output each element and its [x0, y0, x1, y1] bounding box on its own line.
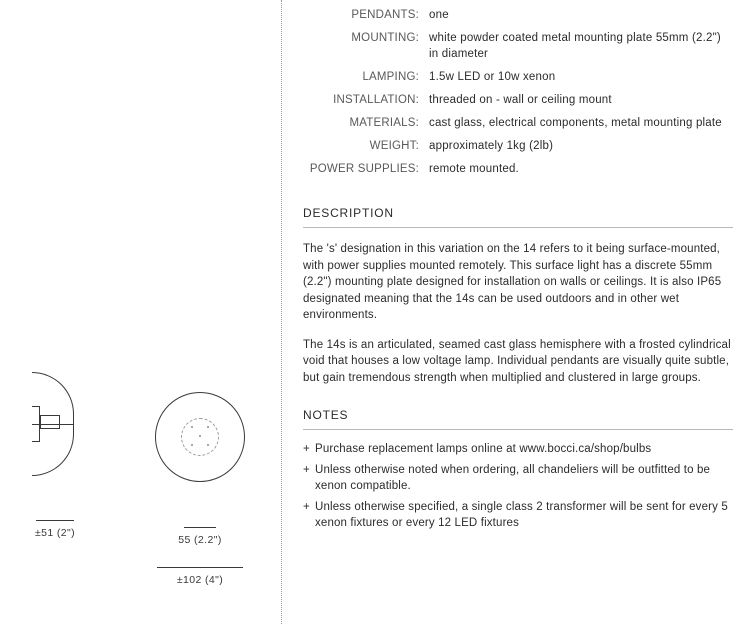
table-row	[303, 30, 733, 69]
plan-view-drawing	[155, 392, 245, 482]
description-paragraph-2: The 14s is an articulated, seamed cast glass hemisphere with a frosted cylindrical void that houses a low voltage lamp. Individual pendants are visually quite subtle, but gain tremendous strength when multiplied and clustered in large groups.	[303, 338, 731, 384]
side-view-dimension-text: ±51 (2")	[34, 527, 76, 539]
spec-value: approximately 1kg (2lb)	[429, 140, 554, 152]
spec-value: remote mounted.	[429, 163, 519, 175]
side-view-dimension-label	[10, 520, 100, 539]
spec-value: one	[429, 9, 449, 21]
spec-label: POWER SUPPLIES:	[309, 163, 419, 175]
plan-inner-dimension-label	[152, 527, 248, 546]
spec-value: 1.5w LED or 10w xenon	[429, 71, 556, 83]
description-underline	[303, 227, 733, 228]
spec-value: threaded on - wall or ceiling mount	[429, 94, 612, 106]
notes-heading: NOTES	[303, 408, 349, 422]
center-dot	[199, 435, 201, 437]
column-divider	[281, 0, 282, 624]
side-elevation-drawing	[32, 372, 80, 476]
table-row	[303, 92, 733, 115]
note-text: Unless otherwise noted when ordering, all chandeliers will be outfitted to be xenon compatible.	[315, 463, 711, 492]
specification-content	[303, 0, 733, 624]
screw-hole-dot	[207, 444, 209, 446]
spec-label: WEIGHT:	[369, 140, 419, 152]
description-heading: DESCRIPTION	[303, 206, 394, 220]
table-row	[303, 69, 733, 92]
spec-label: PENDANTS:	[351, 9, 419, 21]
note-text: Purchase replacement lamps online at www.bocci.ca/shop/bulbs	[315, 443, 652, 455]
spec-value: cast glass, electrical components, metal mounting plate	[429, 117, 722, 129]
dimension-rule	[36, 520, 74, 521]
spec-label: LAMPING:	[362, 71, 419, 83]
dimension-rule	[184, 527, 216, 528]
spec-label: INSTALLATION:	[333, 94, 419, 106]
list-item	[303, 499, 733, 532]
screw-hole-dot	[207, 426, 209, 428]
center-axis-line	[32, 424, 74, 425]
dimension-rule	[157, 567, 243, 568]
plan-outer-dimension-label	[152, 567, 248, 586]
table-row	[303, 7, 733, 30]
table-row	[303, 161, 733, 184]
lamp-void-profile	[40, 415, 60, 429]
list-item	[303, 462, 733, 495]
spec-value: white powder coated metal mounting plate 55mm (2.2") in diameter	[429, 32, 721, 60]
table-row	[303, 115, 733, 138]
technical-drawings-panel	[0, 0, 281, 624]
note-text: Unless otherwise specified, a single class 2 transformer will be sent for every 5 xenon fixtures or every 12 LED fixtures	[315, 500, 728, 529]
notes-underline	[303, 429, 733, 430]
description-paragraph-1: The 's' designation in this variation on the 14 refers to it being surface-mounted, with power supplies mounted remotely. This surface light has a discrete 55mm (2.2") mounting plate designed for installation on walls or ceilings. It is also IP65 designated meaning that the 14s can be used outdoors and in other wet environments.	[303, 243, 722, 321]
plan-inner-dimension-text: 55 (2.2")	[178, 534, 222, 546]
screw-hole-dot	[191, 426, 193, 428]
spec-label: MATERIALS:	[349, 117, 419, 129]
list-item	[303, 441, 733, 458]
table-row	[303, 138, 733, 161]
spec-label: MOUNTING:	[351, 32, 419, 44]
plan-outer-dimension-text: ±102 (4")	[176, 574, 224, 586]
screw-hole-dot	[191, 444, 193, 446]
bullet-plus-icon: +	[303, 500, 310, 513]
bullet-plus-icon: +	[303, 463, 310, 476]
bullet-plus-icon: +	[303, 443, 310, 455]
mounting-plate-outline	[181, 418, 219, 456]
specifications-table	[303, 7, 733, 184]
notes-list	[303, 441, 733, 532]
